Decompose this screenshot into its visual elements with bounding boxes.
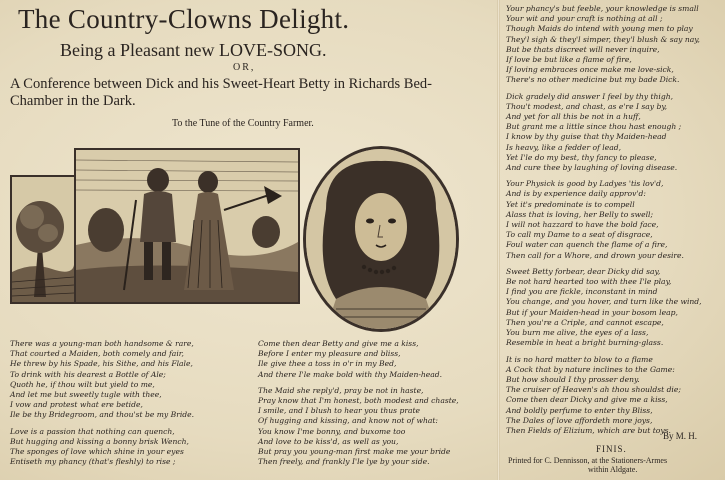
verse-line: Then call for a Whore, and drown your desire. [506,250,684,260]
verse-line: Entiseth my phancy (that's fleshly) to rise ; [10,457,176,467]
verse-line: You burn me alive, the eyes of a lass, [506,328,649,338]
stanza-3-5 [506,355,720,437]
verse-line: I find you are fickle, inconstant in mind [506,287,658,297]
verse-column-1 [10,339,236,473]
verse-line: There's no other medicine but my bade Dick. [506,75,680,85]
author-credit: By M. H. [663,431,698,441]
verse-line: And yet for all this be not in a huff, [506,112,641,122]
stanza-1-1 [10,339,236,421]
verse-line: Your phancy's but feeble, your knowledge is small [506,4,699,13]
printer-imprint: Printed for C. Dennisson, at the Stationers-Armes [508,456,668,465]
verse-line: Then you're a Criple, and cannot escape, [506,317,664,327]
verse-column-3 [506,4,720,442]
verse-line: Then Fields of Elizium, which are but toys. [506,425,671,435]
verse-line: You know I'me bonny, and buxome too [258,426,406,436]
verse-line: Alass that is loving, her Belly to swell; [506,209,654,219]
verse-line: And there I'le make bold with thy Maiden-head. [258,369,443,379]
verse-line: But how should I thy prosser deny. [506,374,640,384]
verse-line: The Maid she reply'd, pray be not in haste, [258,385,424,395]
verse-line: Yet it's predominate is to compell [506,199,635,209]
verse-line: And cure thee by laughing of loving disease. [506,163,678,173]
printer-imprint-line2: within Aldgate. [588,465,638,474]
verse-line: And is by experience daily approv'd: [506,189,646,199]
verse-line: To drink with his dearest a Bottle of Ale; [10,369,166,379]
verse-line: Thou't modest, and chast, as e're I say by, [506,101,668,111]
verse-line: The Dales of love affordeth more joys, [506,415,653,425]
verse-line: Though Maids do intend with young men to play [506,24,693,34]
verse-line: Before I enter my pleasure and bliss, [258,349,401,359]
verse-line: But if your Maiden-head in your bosom leap, [506,307,678,317]
stanza-3-3 [506,179,720,261]
verse-line: I vow and protest what ere betide, [10,400,143,410]
verse-line: If loving embraces once make me love-sick, [506,65,674,75]
verse-line: You change, and you hover, and turn like the wind, [506,297,702,307]
center-fold [497,0,500,480]
verse-line: I know by thy guise that thy Maiden-head [506,132,667,142]
verse-line: There was a young-man both handsome & rare, [10,339,194,348]
verse-line: They'l sigh & they'l simper, they'l blush & say nay, [506,34,700,44]
finis-mark: FINIS. [596,444,627,454]
verse-line: But grant me a little since thou hast enough ; [506,122,682,132]
verse-line: If love be but like a flame of fire, [506,55,632,65]
verse-line: Come then dear Dicky and give me a kiss, [506,395,668,405]
verse-line: To call my Dame to a seat of disgrace, [506,230,653,240]
or-separator: OR, [233,62,256,73]
broadside-description: A Conference between Dick and his Sweet-Heart Betty in Richards Bed-Chamber in the Dark. [10,76,432,109]
verse-line: Ile give thee a toss in o'r in my Bed, [258,359,397,369]
verse-line: Foul water can quench the flame of a fire, [506,240,668,250]
verse-line: The sponges of love which shine in your eyes [10,447,184,457]
verse-line: Your wit and your craft is nothing at all ; [506,14,663,24]
verse-line: I will not hazzard to have the bold face, [506,220,659,230]
stanza-2-1 [258,339,490,380]
verse-line: Come then dear Betty and give me a kiss, [258,339,419,348]
verse-line: Ile be thy Bridegroom, and thou'st be my Bride. [10,410,195,420]
verse-line: Dick gradely did answer I feel by thy thigh, [506,91,674,101]
verse-line: Of hugging and kissing, and know not of what: [258,416,438,426]
stanza-2-2 [258,386,490,468]
verse-line: Resemble in heat a bright burning-glass. [506,338,664,348]
verse-line: Then freely, and frankly I'le lye by your side. [258,457,430,467]
verse-line: But be thats discreet will never inquire, [506,44,660,54]
verse-line: And love to be kiss'd, as well as you, [258,436,399,446]
stanza-3-4 [506,267,720,349]
verse-line: Is heavy, like a fedder of lead, [506,142,622,152]
verse-line: Be not hard hearted too with thee I'le play, [506,277,672,287]
verse-line: Quoth he, if thou wilt but yield to me, [10,379,155,389]
verse-line: But hugging and kissing a bonny brisk Wench, [10,436,189,446]
broadside-subtitle: Being a Pleasant new LOVE-SONG. [60,40,327,60]
verse-line: A Cock that by nature inclines to the Game: [506,364,675,374]
stanza-3-1 [506,4,720,86]
verse-line: And let me but sweetly tugle with thee, [10,390,162,400]
verse-line: But pray you young-man first make me your bride [258,447,451,457]
verse-line: It is no hard matter to blow to a flame [506,354,653,364]
verse-line: Love is a passion that nothing can quench, [10,426,175,436]
broadside-title: The Country-Clowns Delight. [18,4,350,34]
woodcut-portrait [303,146,459,332]
woodcut-couple [74,148,300,304]
verse-line: I smile, and I blush to hear you thus prate [258,406,421,416]
verse-line: And boldly perfume to enter thy Bliss, [506,405,653,415]
verse-line: The cruiser of Heaven's ah thou shouldst die; [506,385,681,395]
verse-line: That courted a Maiden, both comely and fair, [10,349,184,359]
verse-line: Yet I'le do my best, thy fancy to please, [506,152,657,162]
verse-column-2 [258,339,490,473]
verse-line: He threw by his Spade, his Sithe, and his Flale, [10,359,193,369]
tune-line: To the Tune of the Country Farmer. [172,118,314,129]
stanza-3-2 [506,92,720,174]
verse-line: Sweet Betty forbear, dear Dicky did say, [506,266,661,276]
woodcut-tree [10,175,76,304]
verse-line: Pray know that I'm honest, both modest and chaste, [258,396,459,406]
verse-line: Your Physick is good by Ladyes 'tis lov'd, [506,179,664,189]
stanza-1-2 [10,427,236,468]
